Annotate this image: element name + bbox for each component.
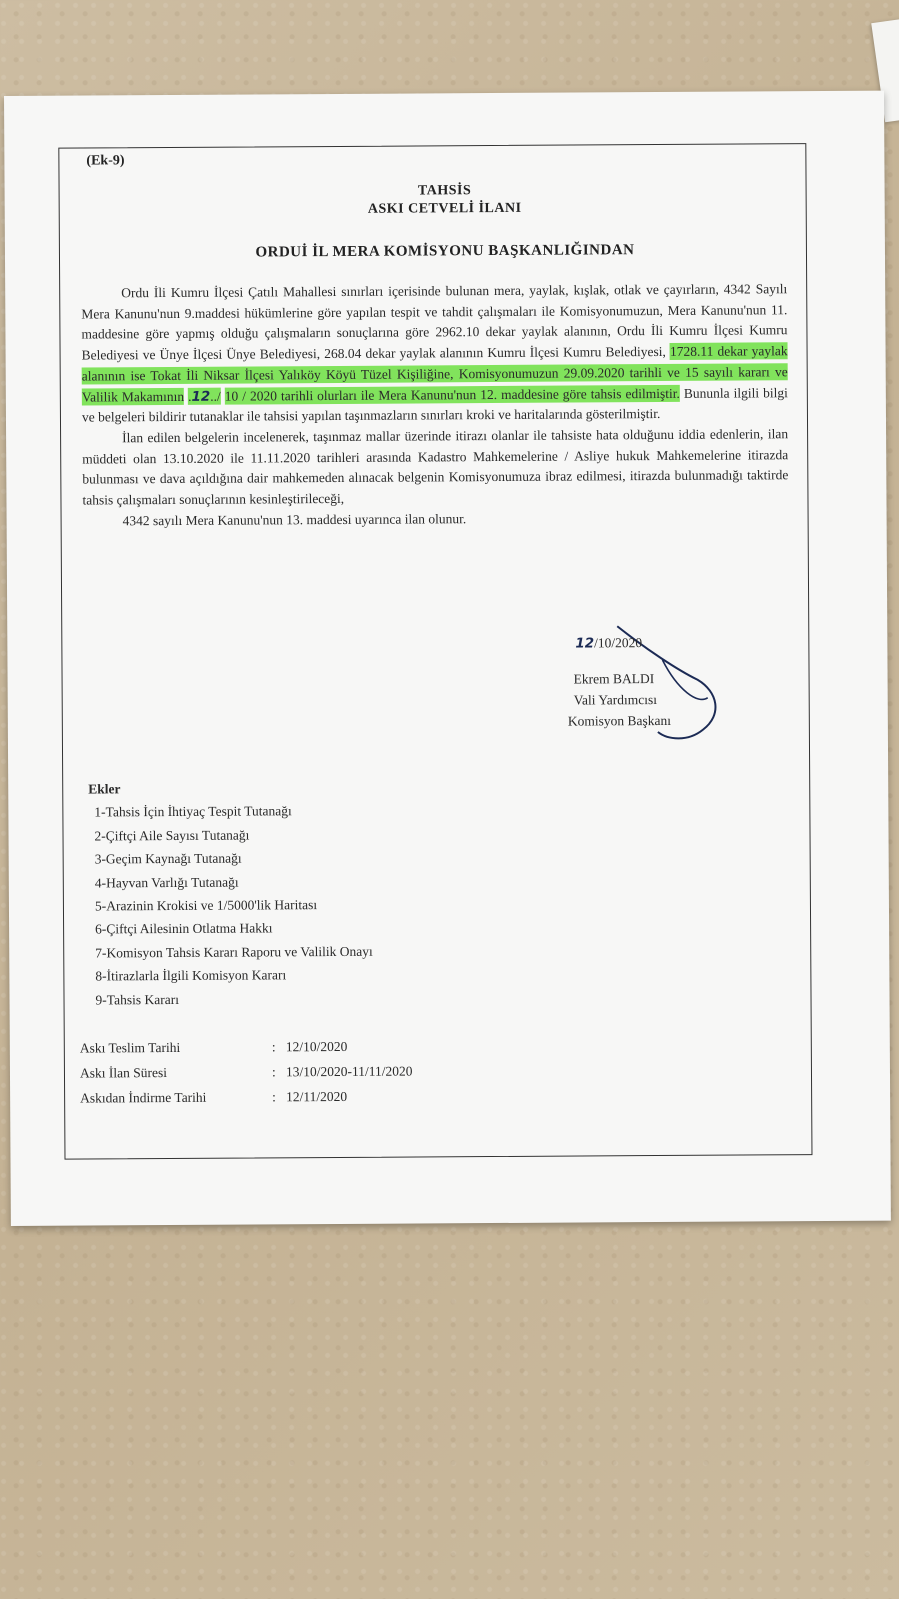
- attachment-item: 7-Komisyon Tahsis Kararı Raporu ve Valilik Onayı: [95, 943, 373, 961]
- highlighted-text-2: 10 / 2020 tarihli olurları ile Mera Kanunu'nun 12. maddesine göre tahsis edilmiştir.: [224, 385, 680, 404]
- signer-title: Vali Yardımcısı: [573, 692, 658, 708]
- annex-number: (Ek-9): [86, 153, 125, 169]
- issuing-authority: ORDUİ İL MERA KOMİSYONU BAŞKANLIĞINDAN: [255, 242, 635, 261]
- attachment-item: 9-Tahsis Kararı: [95, 991, 179, 1008]
- attachment-item: 1-Tahsis İçin İhtiyaç Tespit Tutanağı: [94, 803, 292, 820]
- attachment-item: 4-Hayvan Varlığı Tutanağı: [94, 874, 239, 891]
- highlighted-handwritten-date: .12../: [188, 388, 221, 405]
- date-value: 12/11/2020: [286, 1088, 348, 1105]
- date-row: Askıdan İndirme Tarihi : 12/11/2020: [80, 1084, 413, 1111]
- highlighted-text-1: 1728.11 dekar yaylak alanının ise Tokat İli Niksar İlçesi Yalıköy Köyü Tüzel Kişiliğine, Komisyonumuzun 29.09.2020 tarihli ve 15 sayılı kararı ve Valilik Makamının: [81, 343, 788, 405]
- date-label: Askı İlan Süresi: [79, 1065, 168, 1081]
- signature-date-day: 12: [575, 635, 595, 652]
- document-sheet: [4, 91, 891, 1226]
- signer-role: Komisyon Başkanı: [567, 712, 671, 729]
- date-label: Askıdan İndirme Tarihi: [80, 1089, 207, 1106]
- signature-date: [575, 631, 787, 654]
- signer-name: Ekrem BALDI: [573, 671, 655, 687]
- attachments-heading: Ekler: [88, 781, 121, 797]
- date-value: 12/10/2020: [285, 1038, 348, 1055]
- handwritten-day: 12: [191, 388, 211, 405]
- announcement-body: [81, 279, 789, 532]
- paragraph-3: 4342 sayılı Mera Kanunu'nun 13. maddesi uyarınca ilan olunur.: [122, 510, 467, 529]
- signature-date-rest: /10/2020: [594, 635, 643, 651]
- attachments-list: [88, 776, 373, 1012]
- attachment-item: 2-Çiftçi Aile Sayısı Tutanağı: [94, 827, 250, 844]
- date-label: Askı Teslim Tarihi: [79, 1039, 181, 1056]
- date-row: Askı İlan Süresi : 13/10/2020-11/11/2020: [80, 1059, 413, 1086]
- paragraph-1-text: Ordu İli Kumru İlçesi Çatılı Mahallesi sınırları içerisinde bulunan mera, yaylak, kışlak, otlak ve çayırların, 4342 Sayılı Mera Kanunu'nun 9.maddesi hükümlerine göre yapılan tespit ve tahdit çalışmaları ile Komisyonumuzun, Mera Kanunu'nun 11. maddesine göre yapmış olduğu çalışmaların sonuçlarına göre 2962.10 dekar yaylak alanının, Ordu İli Kumru İlçesi Kumru Belediyesi ve Ünye İlçesi Ünye Belediyesi, 268.04 dekar yaylak alanının Kumru İlçesi Kumru Belediyesi,: [81, 281, 788, 363]
- signature-block: [567, 631, 788, 731]
- attachment-item: 6-Çiftçi Ailesinin Otlatma Hakkı: [95, 920, 273, 937]
- date-row: Askı Teslim Tarihi : 12/10/2020: [80, 1034, 413, 1061]
- attachment-item: 3-Geçim Kaynağı Tutanağı: [94, 850, 242, 867]
- title-line-2: ASKI CETVELİ İLANI: [367, 200, 522, 217]
- date-value: 13/10/2020-11/11/2020: [285, 1063, 413, 1080]
- attachment-item: 5-Arazinin Krokisi ve 1/5000'lik Haritası: [94, 897, 318, 914]
- attachment-item: 8-İtirazlarla İlgili Komisyon Kararı: [95, 967, 287, 984]
- paragraph-1-end: Bununla ilgili bilgi ve belgeleri bildirir tutanaklar ile tahsisi yapılan taşınmazların sınırları kroki ve haritalarında gösterilmiştir.: [81, 384, 788, 425]
- paragraph-2: İlan edilen belgelerin incelenerek, taşınmaz mallar üzerinde itirazı olanlar ile tahsiste hata olduğunu iddia edenlerin, ilan müddeti olan 13.10.2020 ile 11.11.2020 tarihleri arasında Kadastro Mahkemelerine / Asliye hukuk Mahkemelerine itirazda bulunması ve dava açıldığına dair mahkemeden alınacak belgenin Komisyonumuza ibraz edilmesi, itirazda bulunmadığı taktirde tahsis çalışmaları sonuçlarının kesinleştirileceği,: [82, 426, 789, 508]
- paragraph-1: [81, 279, 788, 428]
- posting-dates: [80, 1034, 413, 1111]
- title-line-1: TAHSİS: [417, 183, 472, 199]
